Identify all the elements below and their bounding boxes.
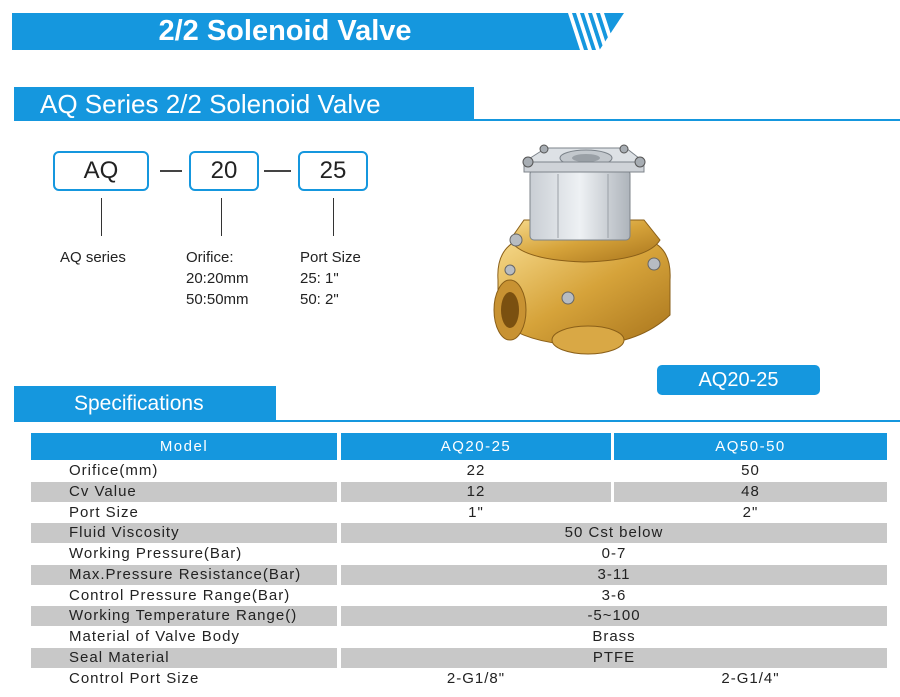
spec-value-shared: 3-11 (341, 565, 887, 585)
code-dash (160, 170, 182, 172)
header-aq50-50: AQ50-50 (614, 433, 887, 460)
specs-section (14, 386, 900, 424)
spec-value-aq50-50: 48 (614, 482, 887, 502)
spec-label: Control Pressure Range(Bar) (69, 586, 291, 604)
spec-label: Cv Value (31, 482, 337, 502)
spec-label: Material of Valve Body (69, 628, 240, 645)
spec-value-shared: Brass (592, 628, 636, 645)
spec-label: Orifice(mm) (69, 462, 159, 479)
spec-value-shared: PTFE (341, 648, 887, 668)
table-row (31, 503, 887, 523)
spec-label: Max.Pressure Resistance(Bar) (31, 565, 337, 585)
table-row (31, 565, 887, 585)
spec-value-aq50-50: 50 (741, 462, 760, 479)
note-orifice-20: 20:20mm (186, 270, 249, 287)
series-rule (474, 119, 900, 121)
table-row (31, 482, 887, 502)
spec-label: Control Port Size (69, 669, 200, 687)
table-row (31, 648, 887, 668)
table-row (31, 627, 887, 647)
spec-value-aq20-25: 22 (466, 462, 486, 479)
header-model: Model (31, 433, 337, 460)
table-row (31, 461, 887, 481)
code-leader-line (221, 198, 222, 236)
table-header-row (31, 433, 887, 453)
spec-value-shared: 50 Cst below (341, 523, 887, 543)
solenoid-valve-image (488, 140, 680, 370)
spec-value-aq20-25: 12 (341, 482, 611, 502)
note-port-25: 25: 1" (300, 270, 339, 287)
note-orifice-50: 50:50mm (186, 291, 249, 308)
spec-value-aq50-50: 2-G1/4" (721, 669, 780, 687)
code-orifice-box: 20 (189, 151, 259, 191)
spec-label: Working Temperature Range() (31, 606, 337, 626)
code-leader-line (101, 198, 102, 236)
spec-label: Port Size (69, 503, 139, 521)
spec-value-aq20-25: 2-G1/8" (446, 669, 506, 687)
specs-title: Specifications (14, 386, 276, 422)
note-orifice-title: Orifice: (186, 249, 234, 266)
code-series-box: AQ (53, 151, 149, 191)
spec-value-shared: 3-6 (601, 586, 627, 604)
specs-rule (276, 420, 900, 422)
page-title: 2/2 Solenoid Valve (158, 15, 412, 47)
spec-label: Working Pressure(Bar) (69, 545, 243, 562)
table-row (31, 606, 887, 626)
spec-label: Seal Material (31, 648, 337, 668)
product-caption: AQ20-25 (657, 365, 820, 395)
table-row (31, 544, 887, 564)
note-series: AQ series (60, 249, 126, 266)
code-port-box: 25 (298, 151, 368, 191)
table-row (31, 523, 887, 543)
note-port-50: 50: 2" (300, 291, 339, 308)
spec-label: Fluid Viscosity (31, 523, 337, 543)
table-row (31, 669, 887, 689)
table-row (31, 586, 887, 606)
spec-value-shared: -5~100 (341, 606, 887, 626)
note-port-title: Port Size (300, 249, 361, 266)
code-leader-line (333, 198, 334, 236)
series-title: AQ Series 2/2 Solenoid Valve (14, 87, 474, 121)
spec-value-aq20-25: 1" (468, 503, 484, 521)
series-section (14, 87, 900, 123)
code-dash (264, 170, 291, 172)
header-aq20-25: AQ20-25 (341, 433, 611, 460)
spec-value-shared: 0-7 (601, 545, 627, 562)
spec-value-aq50-50: 2" (742, 503, 759, 521)
